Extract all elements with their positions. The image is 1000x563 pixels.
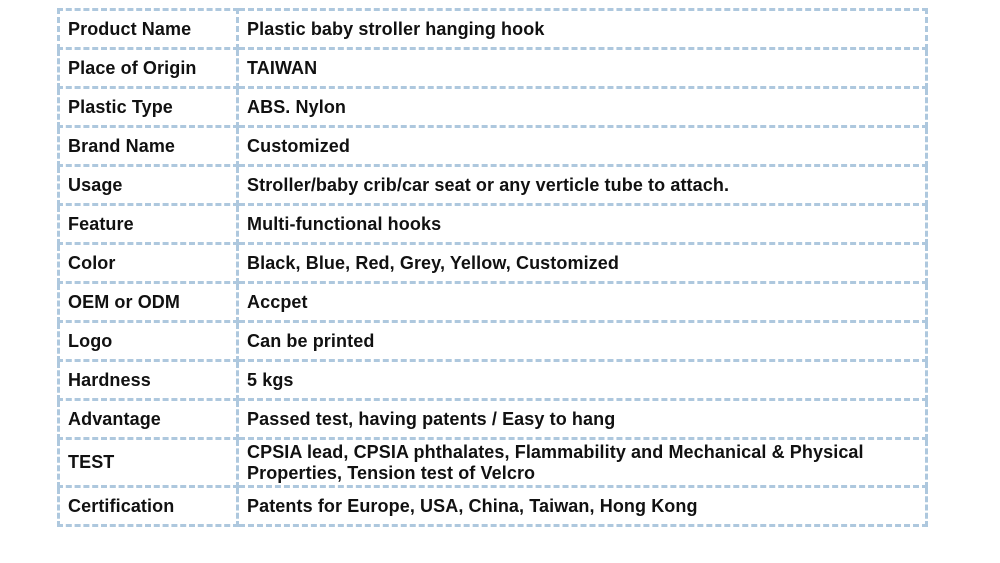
row-value: Multi-functional hooks (238, 205, 927, 244)
row-label: Hardness (59, 361, 238, 400)
row-label: Usage (59, 166, 238, 205)
row-value: TAIWAN (238, 49, 927, 88)
row-label: Certification (59, 487, 238, 526)
row-label: Color (59, 244, 238, 283)
row-value: Customized (238, 127, 927, 166)
row-value: Patents for Europe, USA, China, Taiwan, Hong Kong (238, 487, 927, 526)
row-value: Plastic baby stroller hanging hook (238, 10, 927, 49)
table-row-color (59, 244, 927, 283)
table-row-logo (59, 322, 927, 361)
row-value: Accpet (238, 283, 927, 322)
table-row-feature (59, 205, 927, 244)
table-row-certification (59, 487, 927, 526)
table-row-brand-name (59, 127, 927, 166)
row-label: Advantage (59, 400, 238, 439)
table-row-usage (59, 166, 927, 205)
row-label: Plastic Type (59, 88, 238, 127)
table-row-test (59, 439, 927, 487)
table-row-oem-or-odm (59, 283, 927, 322)
table-row-advantage (59, 400, 927, 439)
table-row-product-name (59, 10, 927, 49)
row-label: Place of Origin (59, 49, 238, 88)
table-row-place-of-origin (59, 49, 927, 88)
row-value: 5 kgs (238, 361, 927, 400)
row-label: Logo (59, 322, 238, 361)
table-row-plastic-type (59, 88, 927, 127)
row-value: Can be printed (238, 322, 927, 361)
row-label: Brand Name (59, 127, 238, 166)
row-label: Product Name (59, 10, 238, 49)
row-label: Feature (59, 205, 238, 244)
row-value: Stroller/baby crib/car seat or any verticle tube to attach. (238, 166, 927, 205)
row-label: TEST (59, 439, 238, 487)
row-value: Black, Blue, Red, Grey, Yellow, Customized (238, 244, 927, 283)
row-value: CPSIA lead, CPSIA phthalates, Flammability and Mechanical & Physical Properties, Tension test of Velcro (238, 439, 927, 487)
row-label: OEM or ODM (59, 283, 238, 322)
row-value: ABS. Nylon (238, 88, 927, 127)
product-spec-table (57, 8, 928, 527)
table-row-hardness (59, 361, 927, 400)
row-value: Passed test, having patents / Easy to hang (238, 400, 927, 439)
